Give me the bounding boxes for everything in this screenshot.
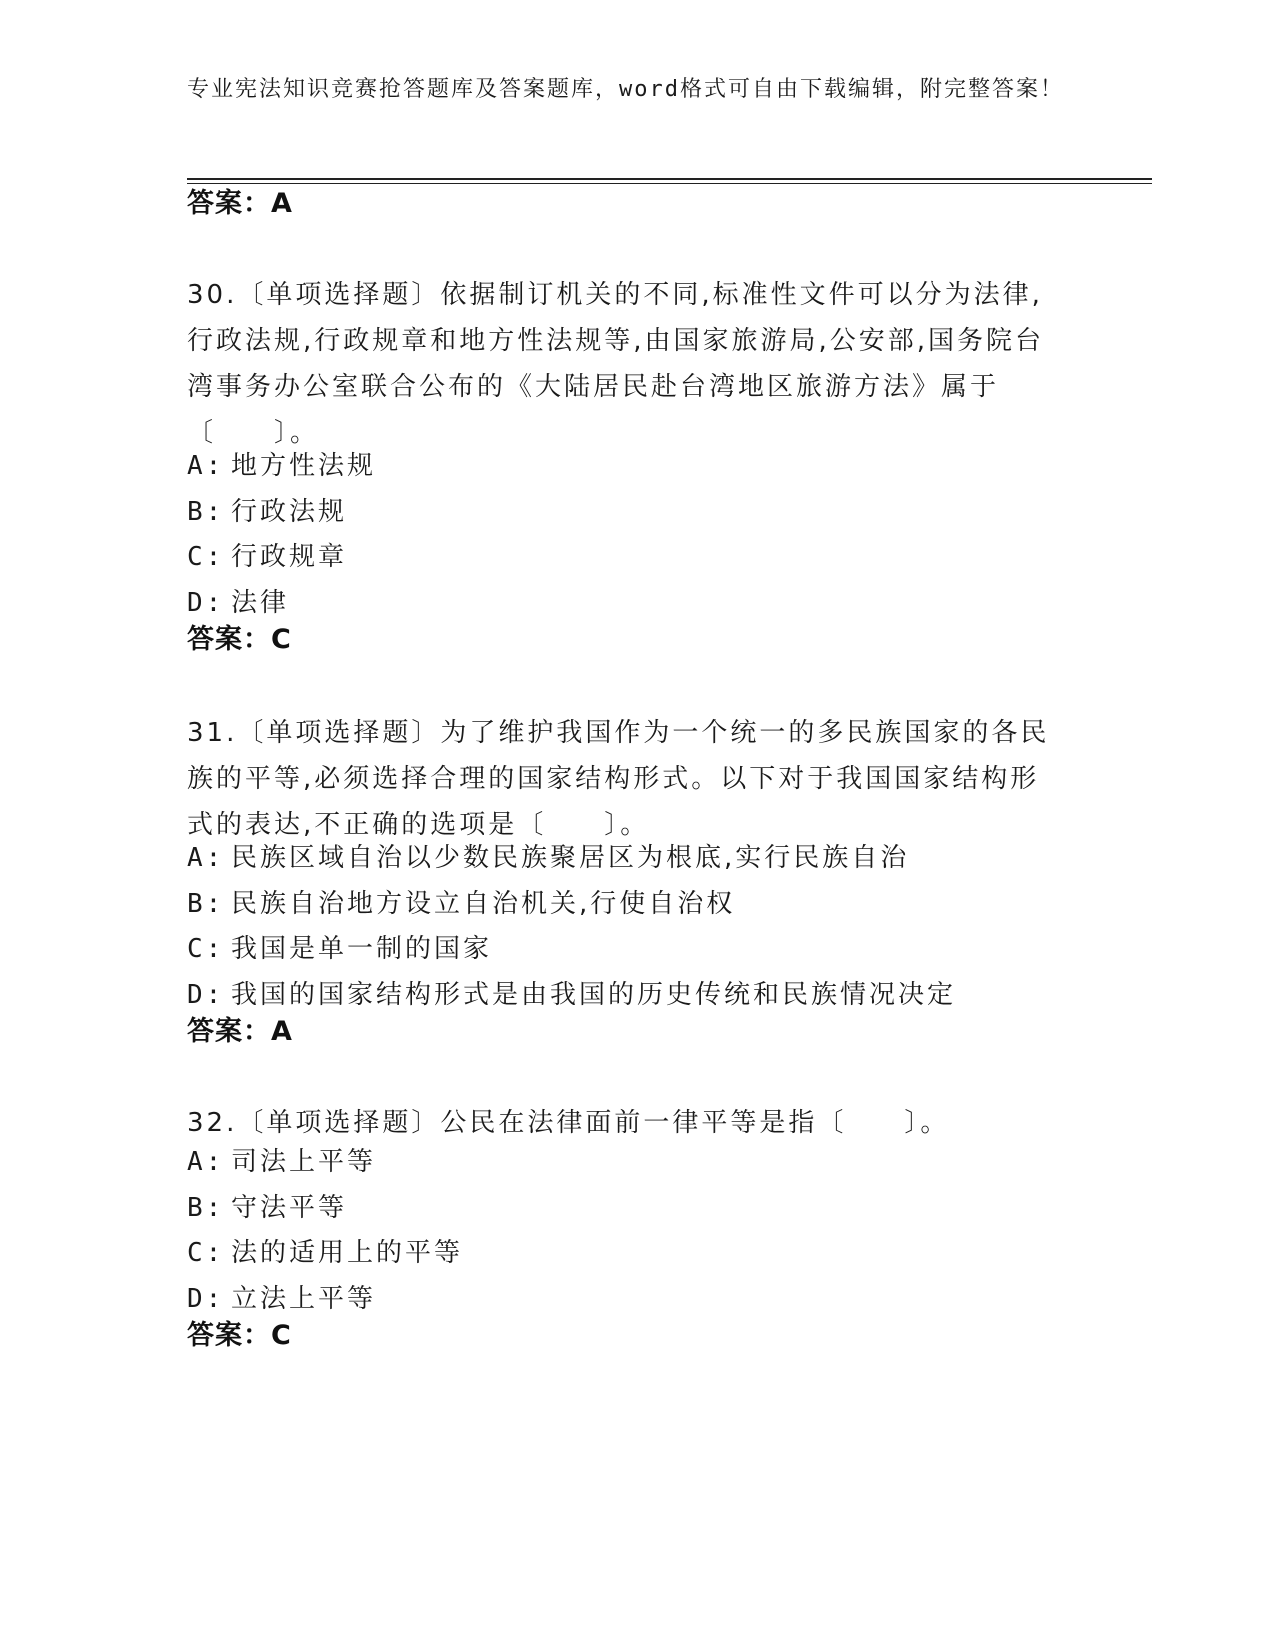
- option-letter: D:: [187, 979, 225, 1010]
- question-30-options: [187, 444, 1087, 626]
- option-letter: A:: [187, 1147, 225, 1177]
- option-a: [187, 836, 1087, 882]
- option-d: [187, 973, 1087, 1019]
- page-header-title: 专业宪法知识竞赛抢答题库及答案题库，word格式可自由下载编辑，附完整答案！: [187, 77, 1064, 102]
- option-a: [187, 444, 1087, 490]
- option-text: 我国是单一制的国家: [231, 934, 493, 964]
- previous-answer: 答案：A: [187, 188, 293, 219]
- option-d: [187, 581, 1087, 627]
- option-c: [187, 535, 1087, 581]
- question-31-answer: 答案：A: [187, 1016, 293, 1047]
- option-b: [187, 490, 1087, 536]
- question-31-options: [187, 836, 1087, 1018]
- option-text: 民族区域自治以少数民族聚居区为根底,实行民族自治: [231, 843, 910, 873]
- question-30-stem: 30.〔单项选择题〕依据制订机关的不同,标准性文件可以分为法律,行政法规,行政规章和地方性法规等,由国家旅游局,公安部,国务院台湾事务办公室联合公布的《大陆居民赴台湾地区旅游方法》属于〔 〕。: [187, 280, 1045, 448]
- option-letter: C:: [187, 542, 225, 572]
- header-divider: [187, 178, 1152, 184]
- option-letter: C:: [187, 934, 225, 964]
- question-32-stem: 32.〔单项选择题〕公民在法律面前一律平等是指〔 〕。: [187, 1108, 950, 1138]
- option-c: [187, 1231, 1087, 1277]
- option-a: [187, 1140, 1087, 1186]
- option-letter: A:: [187, 843, 225, 873]
- option-text: 立法上平等: [231, 1283, 377, 1314]
- option-text: 司法上平等: [231, 1147, 377, 1177]
- option-text: 法律: [231, 587, 290, 618]
- question-32-answer: 答案：C: [187, 1320, 292, 1351]
- option-d: [187, 1277, 1087, 1323]
- question-31-stem: 31.〔单项选择题〕为了维护我国作为一个统一的多民族国家的各民族的平等,必须选择合理的国家结构形式。以下对于我国国家结构形式的表达,不正确的选项是〔 〕。: [187, 718, 1050, 840]
- option-text: 法的适用上的平等: [231, 1238, 464, 1268]
- option-b: [187, 882, 1087, 928]
- option-text: 行政规章: [231, 542, 348, 572]
- option-text: 民族自治地方设立自治机关,行使自治权: [231, 888, 736, 919]
- option-text: 守法平等: [231, 1192, 348, 1223]
- option-letter: B:: [187, 1192, 225, 1223]
- question-32-options: [187, 1140, 1087, 1322]
- option-letter: A:: [187, 451, 225, 481]
- option-text: 行政法规: [231, 496, 348, 527]
- question-30-answer: 答案：C: [187, 624, 292, 655]
- option-text: 地方性法规: [231, 451, 377, 481]
- option-text: 我国的国家结构形式是由我国的历史传统和民族情况决定: [231, 979, 957, 1010]
- option-letter: B:: [187, 888, 225, 919]
- option-letter: B:: [187, 496, 225, 527]
- option-c: [187, 927, 1087, 973]
- option-letter: C:: [187, 1238, 225, 1268]
- option-b: [187, 1186, 1087, 1232]
- option-letter: D:: [187, 587, 225, 618]
- option-letter: D:: [187, 1283, 225, 1314]
